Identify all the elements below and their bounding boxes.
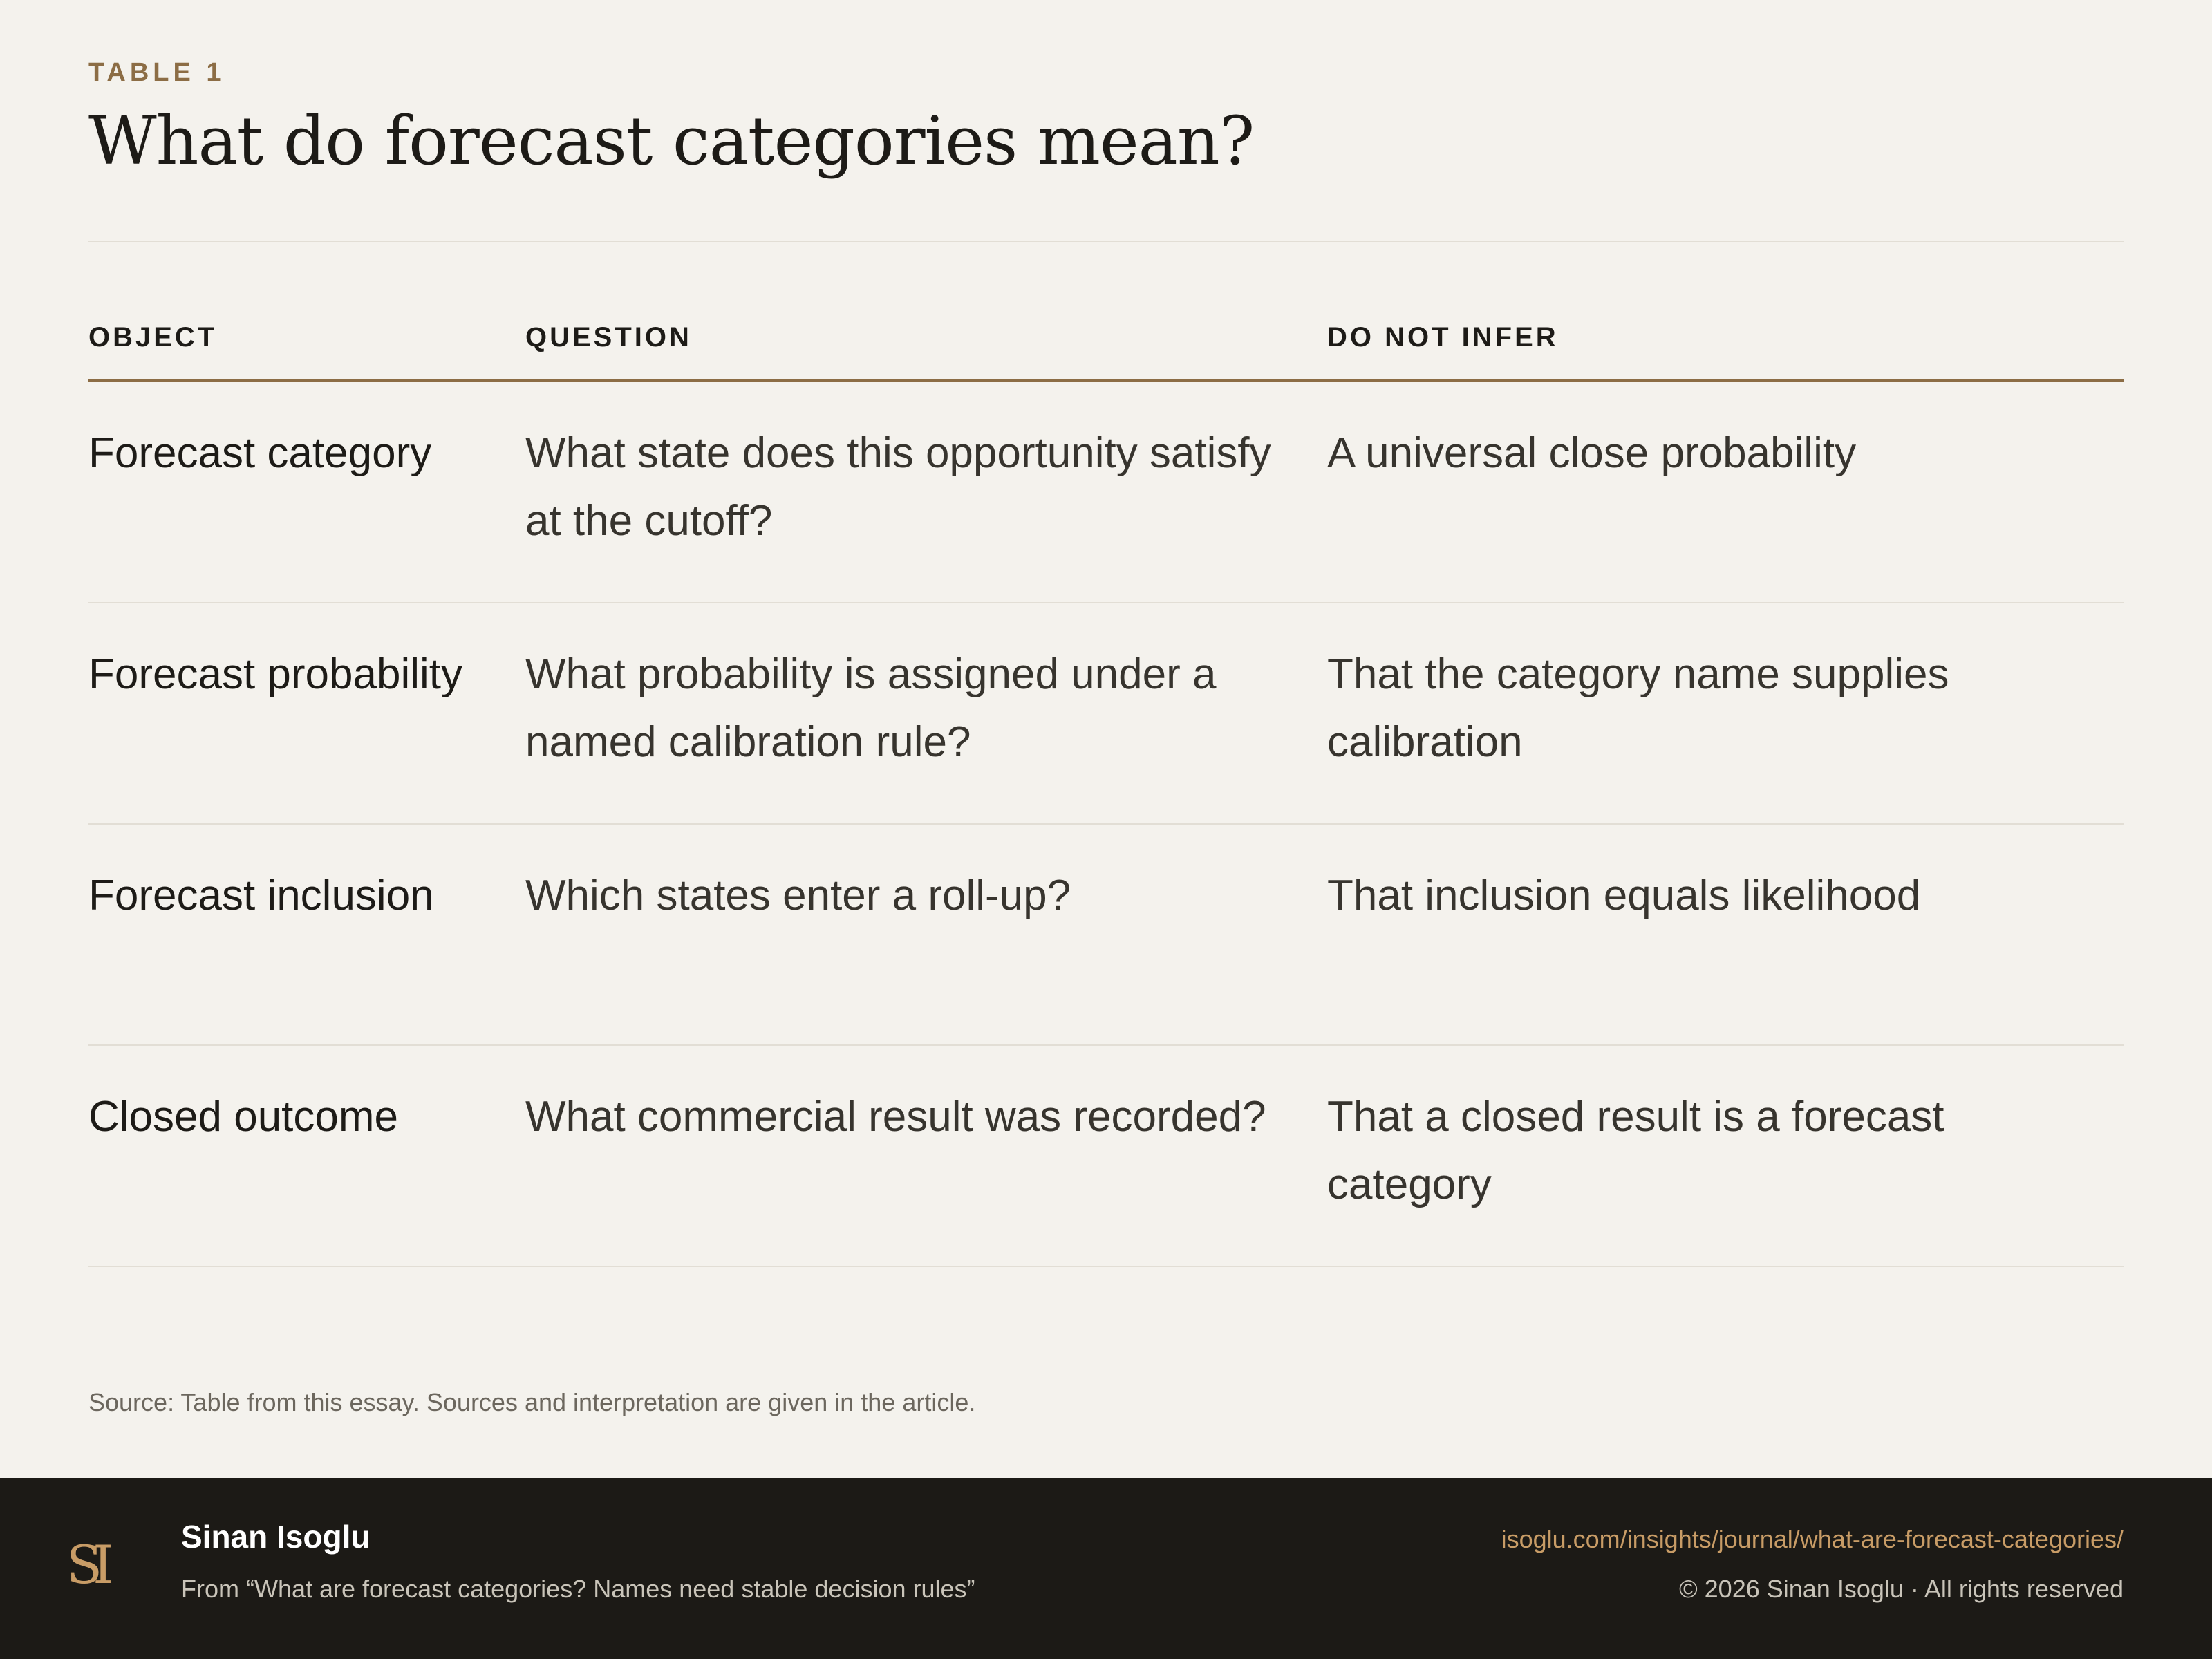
object-cell: Forecast inclusion bbox=[88, 824, 525, 1045]
source-note: Source: Table from this essay. Sources and interpretation are given in the article. bbox=[88, 1388, 976, 1416]
column-header-question: QUESTION bbox=[525, 322, 1327, 381]
table-label: TABLE 1 bbox=[88, 58, 225, 87]
table-row bbox=[88, 381, 2124, 603]
column-header-object: OBJECT bbox=[88, 322, 525, 381]
question-cell: What commercial result was recorded? bbox=[525, 1045, 1327, 1266]
page-title: What do forecast categories mean? bbox=[88, 102, 1255, 180]
table-row bbox=[88, 824, 2124, 1045]
object-cell: Forecast category bbox=[88, 381, 525, 603]
table-row bbox=[88, 1045, 2124, 1266]
copyright: © 2026 Sinan Isoglu · All rights reserved bbox=[1679, 1575, 2124, 1603]
do-not-infer-cell: That inclusion equals likelihood bbox=[1327, 824, 2124, 1045]
question-cell: What state does this opportunity satisfy at the cutoff? bbox=[525, 381, 1327, 603]
footer bbox=[0, 1478, 2212, 1659]
article-reference: From “What are forecast categories? Names need stable decision rules” bbox=[181, 1575, 975, 1603]
monogram-logo-icon bbox=[64, 1522, 122, 1605]
do-not-infer-cell: That the category name supplies calibration bbox=[1327, 603, 2124, 824]
object-cell: Forecast probability bbox=[88, 603, 525, 824]
forecast-categories-table bbox=[88, 322, 2124, 1267]
question-cell: Which states enter a roll-up? bbox=[525, 824, 1327, 1045]
question-cell: What probability is assigned under a named calibration rule? bbox=[525, 603, 1327, 824]
article-url-link[interactable]: isoglu.com/insights/journal/what-are-forecast-categories/ bbox=[1501, 1525, 2124, 1553]
do-not-infer-cell: A universal close probability bbox=[1327, 381, 2124, 603]
monogram-logo-text: SI bbox=[66, 1534, 104, 1595]
table-header-row bbox=[88, 322, 2124, 381]
object-cell: Closed outcome bbox=[88, 1045, 525, 1266]
table-row bbox=[88, 603, 2124, 824]
title-divider bbox=[88, 241, 2124, 242]
author-name: Sinan Isoglu bbox=[181, 1519, 371, 1555]
column-header-do-not-infer: DO NOT INFER bbox=[1327, 322, 2124, 381]
do-not-infer-cell: That a closed result is a forecast category bbox=[1327, 1045, 2124, 1266]
